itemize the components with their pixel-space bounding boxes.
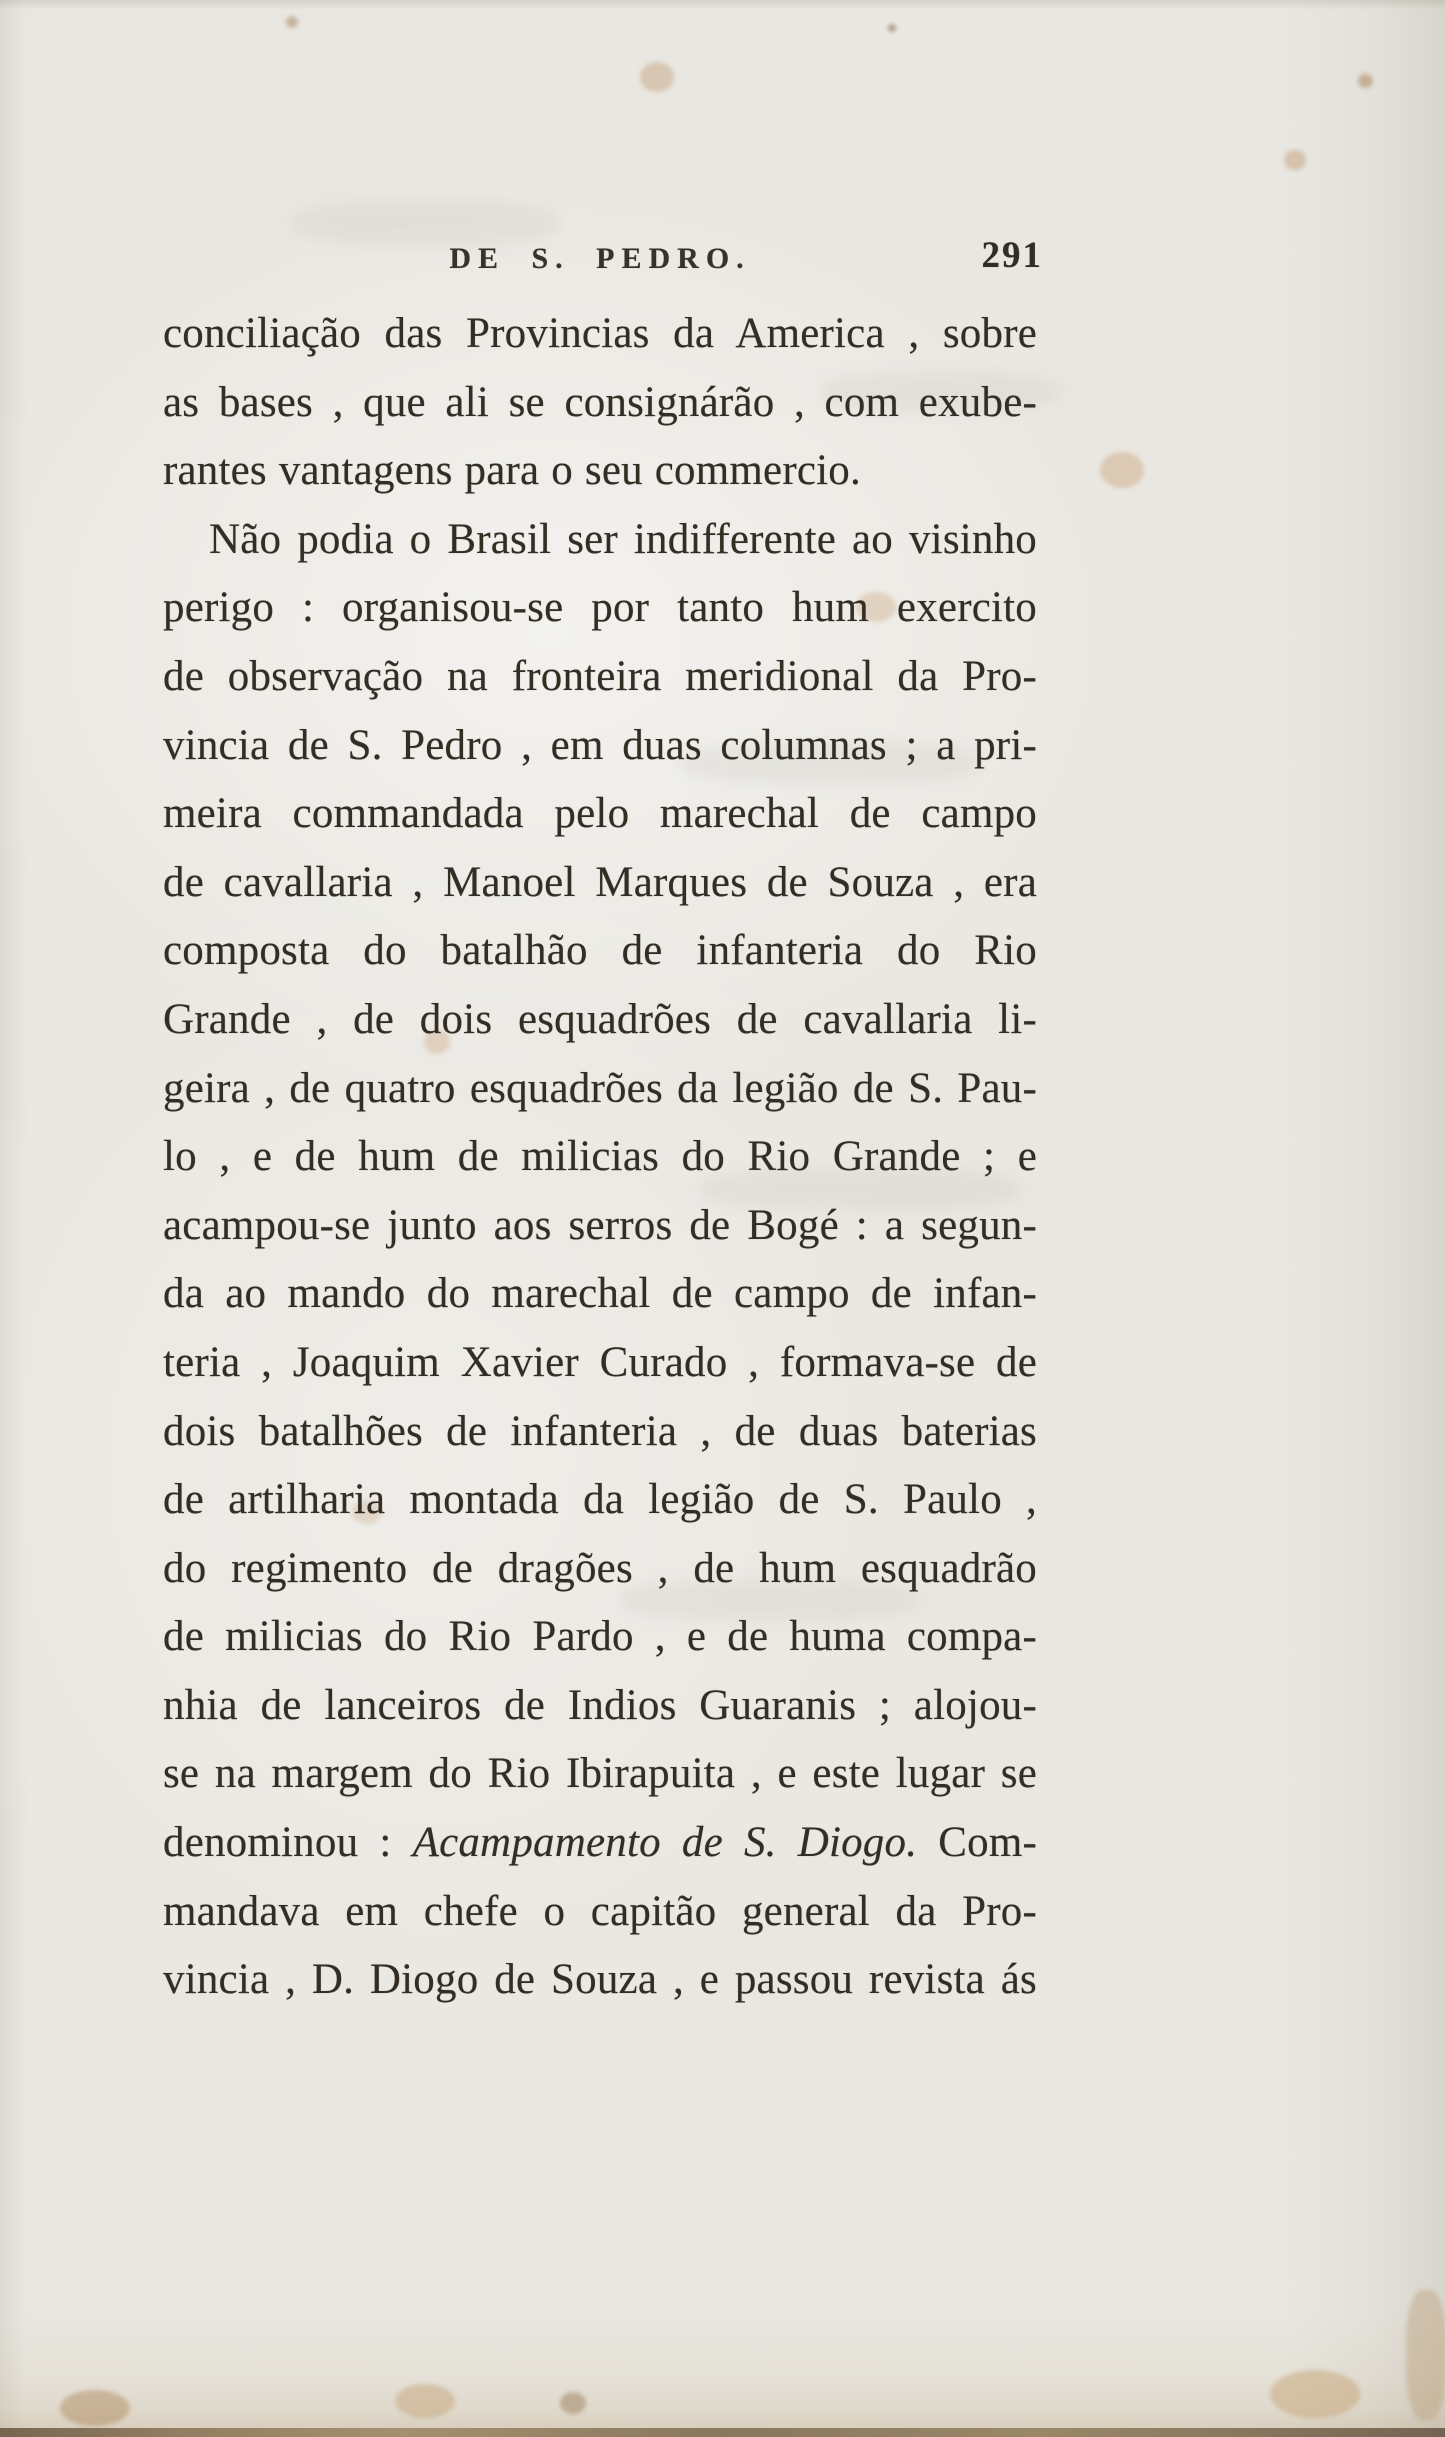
text-line: dois batalhões de infanteria , de duas baterias [163, 1407, 1037, 1455]
italic-phrase: Acampamento de S. Diogo. [412, 1819, 918, 1867]
text-line: vincia , D. Diogo de Souza , e passou revista ás [163, 1956, 1037, 2004]
text-line: vincia de S. Pedro , em duas columnas ; a pri- [163, 721, 1037, 769]
foxing-spot [640, 62, 674, 92]
page-bottom-edge [0, 2428, 1445, 2437]
text-line: as bases , que ali se consignárão , com exube- [163, 378, 1037, 426]
text-line: de cavallaria , Manoel Marques de Souza , era [163, 858, 1037, 906]
text-line: perigo : organisou-se por tanto hum exercito [163, 584, 1037, 632]
text-segment: Com- [917, 1819, 1037, 1867]
text-line: Grande , de dois esquadrões de cavallaria li- [163, 995, 1037, 1043]
foxing-spot [395, 2384, 455, 2418]
text-line: composta do batalhão de infanteria do Rio [163, 927, 1037, 975]
text-line: lo , e de hum de milicias do Rio Grande ; e [163, 1133, 1037, 1181]
text-line: da ao mando do marechal de campo de infan- [163, 1270, 1037, 1318]
text-line: conciliação das Provincias da America , sobre [163, 310, 1037, 357]
text-line: acampou-se junto aos serros de Bogé : a segun- [163, 1201, 1037, 1249]
running-head [163, 235, 1043, 286]
text-line: teria , Joaquim Xavier Curado , formava-se de [163, 1338, 1037, 1386]
text-line: nhia de lanceiros de Indios Guaranis ; alojou- [163, 1681, 1037, 1729]
body-text [163, 300, 1037, 2015]
text-line: de observação na fronteira meridional da Pro- [163, 652, 1037, 700]
text-line: do regimento de dragões , de hum esquadrão [163, 1544, 1037, 1592]
foxing-spot [60, 2390, 130, 2426]
page-number: 291 [981, 235, 1043, 276]
foxing-spot [1358, 74, 1373, 88]
foxing-spot [888, 24, 896, 32]
text-segment: denominou : [163, 1819, 413, 1867]
text-line: rantes vantagens para o seu commercio. [163, 447, 861, 495]
foxing-spot [560, 2392, 586, 2414]
running-title: DE S. PEDRO. [449, 242, 751, 275]
text-line: de artilharia montada da legião de S. Paulo , [163, 1476, 1037, 1524]
foxing-spot [286, 16, 298, 28]
text-line [163, 1809, 1037, 1878]
foxing-spot [1406, 2290, 1445, 2420]
text-line: geira , de quatro esquadrões da legião de S. Pau- [163, 1064, 1037, 1112]
text-line: Não podia o Brasil ser indifferente ao visinho [209, 515, 1037, 563]
foxing-spot [1284, 150, 1306, 170]
text-line: de milicias do Rio Pardo , e de huma compa- [163, 1613, 1037, 1661]
text-line: se na margem do Rio Ibirapuita , e este lugar se [163, 1750, 1037, 1798]
text-line: meira commandada pelo marechal de campo [163, 790, 1037, 838]
foxing-spot [1100, 452, 1144, 488]
text-line: mandava em chefe o capitão general da Pro- [163, 1887, 1037, 1935]
foxing-spot [1270, 2370, 1360, 2418]
